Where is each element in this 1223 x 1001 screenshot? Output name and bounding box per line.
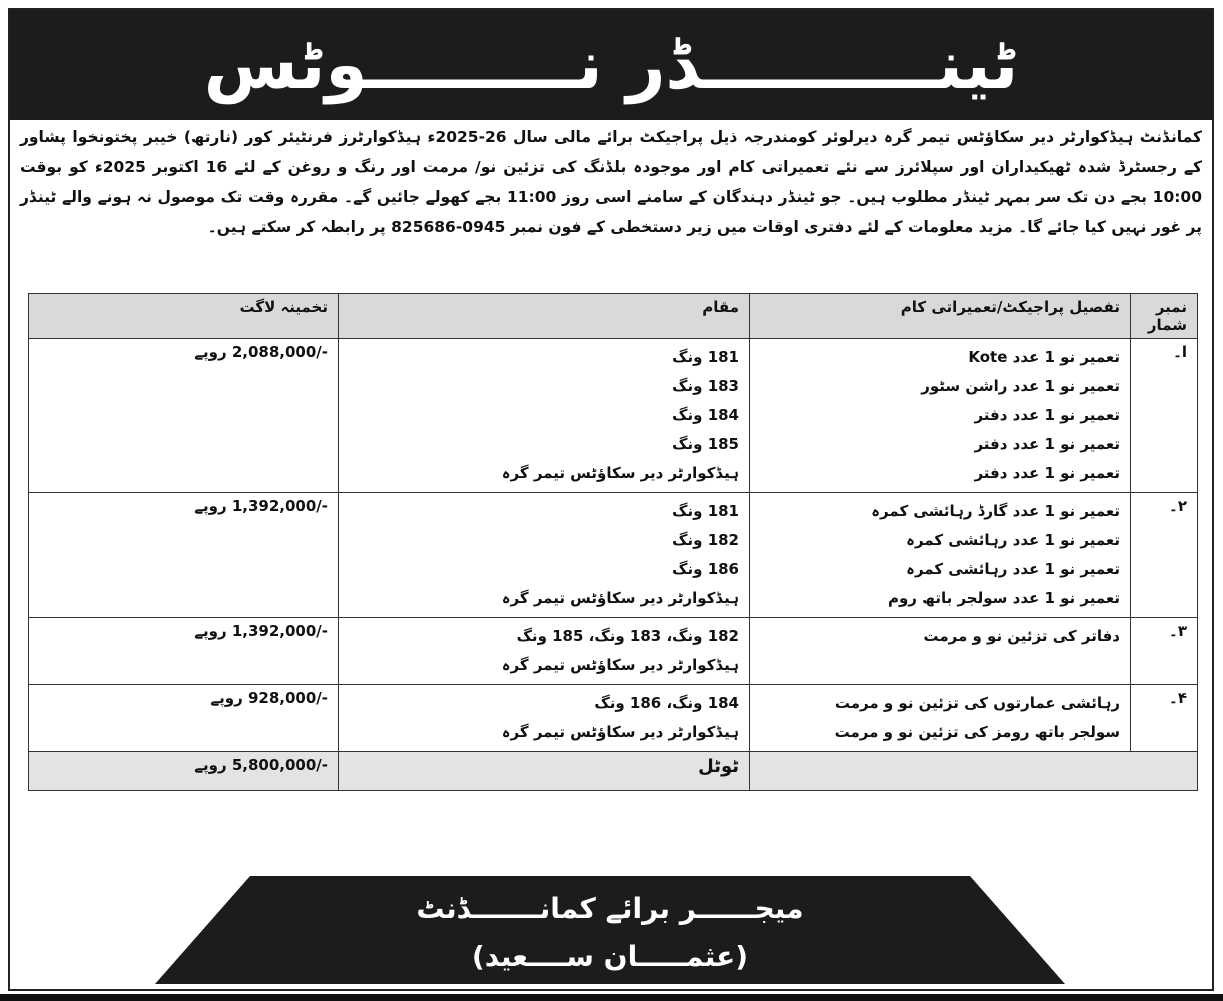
signature-title: میجــــــر برائے کمانـــــــڈنٹ: [416, 892, 804, 925]
work-item: تعمیر نو 1 عدد دفتر: [974, 406, 1120, 424]
place-item: 184 ونگ، 186 ونگ: [594, 694, 739, 712]
work-item: دفاتر کی تزئین نو و مرمت: [923, 627, 1120, 645]
cost-cell: -/2,088,000 روپے: [29, 339, 339, 493]
signature-name: (عثمـــــان ســــعید): [471, 940, 749, 973]
place-item: 182 ونگ، 183 ونگ، 185 ونگ: [516, 627, 739, 645]
total-label: ٹوٹل: [339, 752, 750, 791]
place-item: 186 ونگ: [672, 560, 739, 578]
work-item: تعمیر نو 1 عدد Kote: [968, 348, 1120, 366]
banner: [10, 10, 1212, 120]
work-item: تعمیر نو 1 عدد گارڈ رہائشی کمرہ: [871, 502, 1120, 520]
place-item: 182 ونگ: [672, 531, 739, 549]
cost-cell: -/928,000 روپے: [29, 685, 339, 752]
header-work: تفصیل پراجیکٹ/تعمیراتی کام: [750, 294, 1131, 339]
work-item: تعمیر نو 1 عدد رہائشی کمرہ: [906, 560, 1120, 578]
tender-notice: [8, 8, 1214, 991]
serial-cell: ۲۔: [1131, 493, 1198, 618]
place-item: 181 ونگ: [672, 348, 739, 366]
place-item: 181 ونگ: [672, 502, 739, 520]
work-cell: [750, 685, 1131, 752]
place-item: ہیڈکوارٹر دیر سکاؤٹس تیمر گرہ: [501, 723, 739, 741]
signature-block: [155, 876, 1065, 984]
notice-title: ٹینــــــــــڈر نـــــــــوٹس: [203, 25, 1019, 105]
tender-table: [28, 293, 1198, 791]
place-item: ہیڈکوارٹر دیر سکاؤٹس تیمر گرہ: [501, 464, 739, 482]
work-item: تعمیر نو 1 عدد دفتر: [974, 464, 1120, 482]
place-item: 183 ونگ: [672, 377, 739, 395]
header-cost: تخمینہ لاگت: [29, 294, 339, 339]
header-serial: نمبر شمار: [1131, 294, 1198, 339]
work-item: رہائشی عمارتوں کی تزئین نو و مرمت: [834, 694, 1120, 712]
serial-cell: ا۔: [1131, 339, 1198, 493]
place-item: ہیڈکوارٹر دیر سکاؤٹس تیمر گرہ: [501, 589, 739, 607]
place-cell: [339, 493, 750, 618]
total-row: [29, 752, 1198, 791]
work-item: تعمیر نو 1 عدد سولجر باتھ روم: [887, 589, 1120, 607]
place-cell: [339, 339, 750, 493]
table-header-row: [29, 294, 1198, 339]
work-cell: [750, 618, 1131, 685]
table-row: [29, 685, 1198, 752]
cost-cell: -/1,392,000 روپے: [29, 493, 339, 618]
work-item: تعمیر نو 1 عدد رہائشی کمرہ: [906, 531, 1120, 549]
total-spacer: [750, 752, 1198, 791]
serial-cell: ۴۔: [1131, 685, 1198, 752]
place-item: 184 ونگ: [672, 406, 739, 424]
place-cell: [339, 685, 750, 752]
work-cell: [750, 493, 1131, 618]
total-cost: -/5,800,000 روپے: [29, 752, 339, 791]
table-row: [29, 493, 1198, 618]
bottom-rule: [0, 994, 1223, 1001]
table-row: [29, 339, 1198, 493]
serial-cell: ۳۔: [1131, 618, 1198, 685]
work-cell: [750, 339, 1131, 493]
header-place: مقام: [339, 294, 750, 339]
place-item: 185 ونگ: [672, 435, 739, 453]
cost-cell: -/1,392,000 روپے: [29, 618, 339, 685]
place-cell: [339, 618, 750, 685]
table-row: [29, 618, 1198, 685]
intro-paragraph: کمانڈنٹ ہیڈکوارٹر دیر سکاؤٹس تیمر گرہ دیرلوئر کومندرجہ ذیل پراجیکٹ برائے مالی سال 26-2025ء ہیڈکوارٹرز فرنٹیئر کور (نارتھ) خیبر پختونخوا پشاور کے رجسٹرڈ شدہ ٹھیکیداران اور سپلائرز سے نئے تعمیراتی کام اور موجودہ بلڈنگ کی تزئین نو/ مرمت اور رنگ و روغن کے لئے 16 اکتوبر 2025ء کو بوقت 10:00 بجے دن تک سر بمہر ٹینڈر مطلوب ہیں۔ جو ٹینڈر دہندگان کے سامنے اسی روز 11:00 بجے کھولے جائیں گے۔ مقررہ وقت تک موصول نہ ہونے والے ٹینڈر پر غور نہیں کیا جائے گا۔ مزید معلومات کے لئے دفتری اوقات میں زیر دستخطی کے فون نمبر 0945-825686 پر رابطہ کر سکتے ہیں۔: [20, 128, 1202, 236]
work-item: تعمیر نو 1 عدد راشن سٹور: [921, 377, 1120, 395]
work-item: تعمیر نو 1 عدد دفتر: [974, 435, 1120, 453]
place-item: ہیڈکوارٹر دیر سکاؤٹس تیمر گرہ: [501, 656, 739, 674]
work-item: سولجر باتھ رومز کی تزئین نو و مرمت: [834, 723, 1120, 741]
